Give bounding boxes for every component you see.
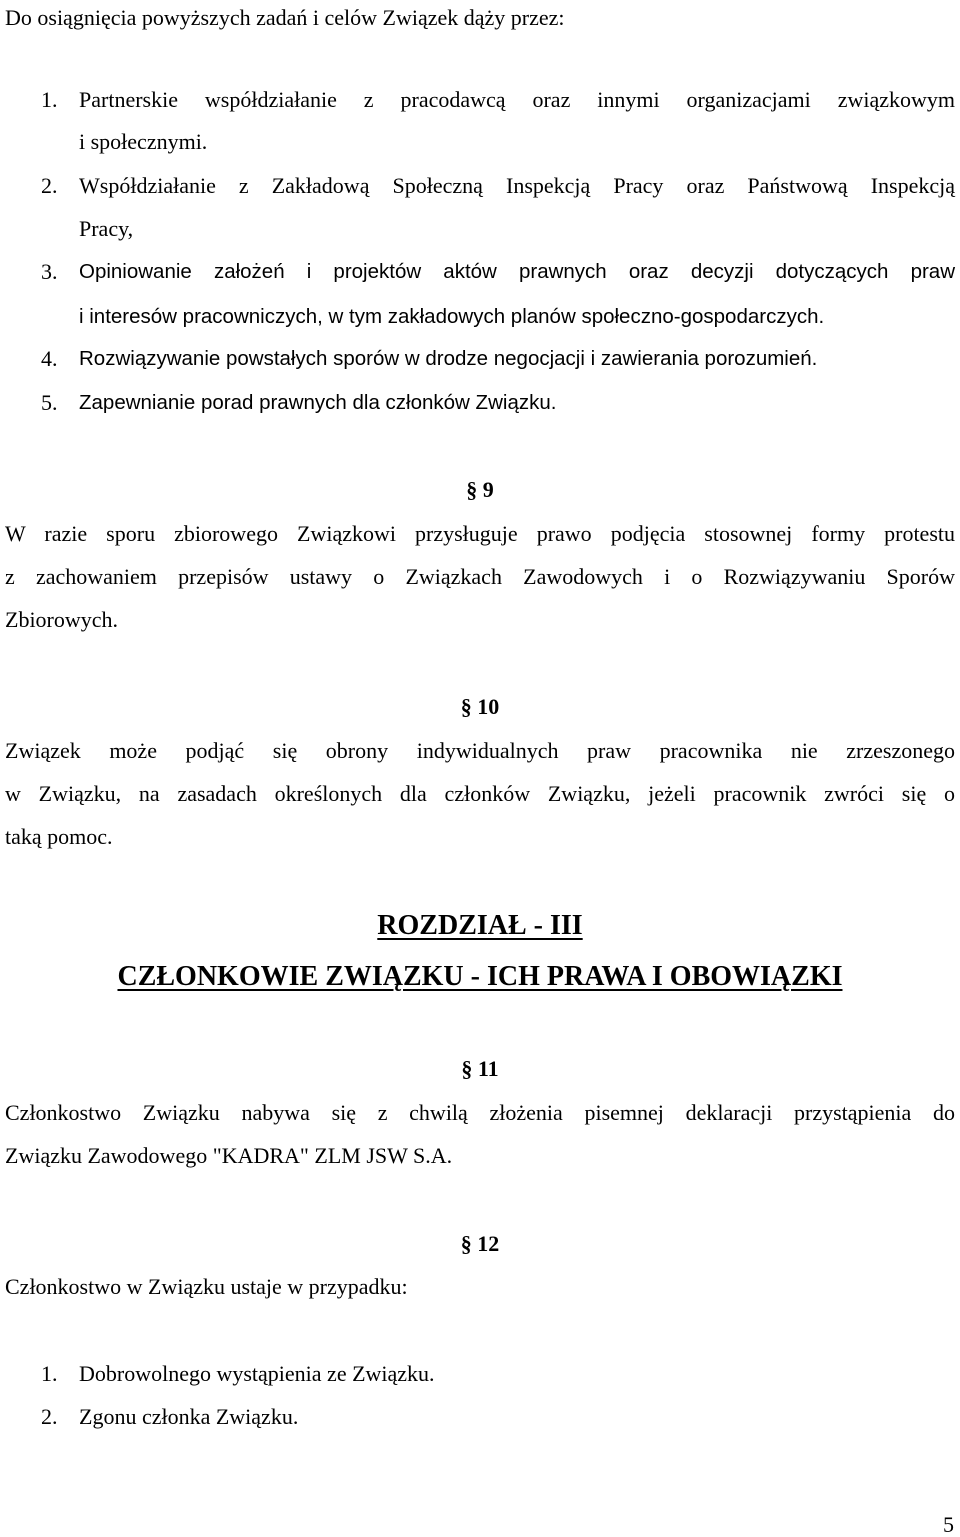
list-item-text: Pracy,: [79, 216, 134, 241]
section-heading-9: § 9: [466, 477, 494, 502]
paragraph-line: taką pomoc.: [5, 824, 113, 849]
list-item-number: 2.: [41, 173, 58, 198]
paragraph-line: W razie sporu zbiorowego Związkowi przysługuje prawo podjęcia stosownej formy protestu: [5, 521, 955, 546]
paragraph-line: Członkostwo w Związku ustaje w przypadku:: [5, 1274, 408, 1299]
paragraph-line: Członkostwo Związku nabywa się z chwilą złożenia pisemnej deklaracji przystąpienia do: [5, 1100, 955, 1125]
list-item-number: 4.: [41, 346, 58, 371]
list-item-text: Partnerskie współdziałanie z pracodawcą oraz innymi organizacjami związkowym: [79, 87, 955, 112]
list-item-text: Opiniowanie założeń i projektów aktów prawnych oraz decyzji dotyczących praw: [79, 260, 955, 283]
section-heading-11: § 11: [461, 1056, 499, 1081]
paragraph-line: Związku Zawodowego "KADRA" ZLM JSW S.A.: [5, 1143, 453, 1168]
section-heading-10: § 10: [460, 694, 500, 719]
list-item-text: i interesów pracowniczych, w tym zakładowych planów społeczno-gospodarczych.: [79, 305, 825, 328]
paragraph-line: Zbiorowych.: [5, 607, 119, 632]
list-item-text: Zapewnianie porad prawnych dla członków Związku.: [79, 391, 557, 414]
chapter-title: ROZDZIAŁ - III: [377, 910, 583, 941]
list-item-text: Współdziałanie z Zakładową Społeczną Inspekcją Pracy oraz Państwową Inspekcją: [79, 173, 955, 198]
list-item-text: Zgonu członka Związku.: [79, 1404, 299, 1429]
page-number: 5: [943, 1512, 954, 1537]
list-item-text: Dobrowolnego wystąpienia ze Związku.: [79, 1361, 435, 1386]
list-item-number: 5.: [41, 390, 58, 415]
paragraph-line: z zachowaniem przepisów ustawy o Związkach Zawodowych i o Rozwiązywaniu Sporów: [5, 564, 955, 589]
paragraph-line: Związek może podjąć się obrony indywidualnych praw pracownika nie zrzeszonego: [5, 738, 955, 763]
list-item-number: 1.: [41, 1361, 58, 1386]
section-heading-12: § 12: [460, 1231, 500, 1256]
list-item-number: 3.: [41, 259, 58, 284]
list-item-text: i społecznymi.: [79, 129, 208, 154]
list-item-number: 2.: [41, 1404, 58, 1429]
list-item-number: 1.: [41, 87, 58, 112]
list-item-text: Rozwiązywanie powstałych sporów w drodze negocjacji i zawierania porozumień.: [79, 347, 818, 370]
intro-text: Do osiągnięcia powyższych zadań i celów Związek dąży przez:: [5, 5, 565, 30]
paragraph-line: w Związku, na zasadach określonych dla członków Związku, jeżeli pracownik zwróci się o: [5, 781, 955, 806]
chapter-subtitle: CZŁONKOWIE ZWIĄZKU - ICH PRAWA I OBOWIĄZKI: [117, 961, 843, 992]
